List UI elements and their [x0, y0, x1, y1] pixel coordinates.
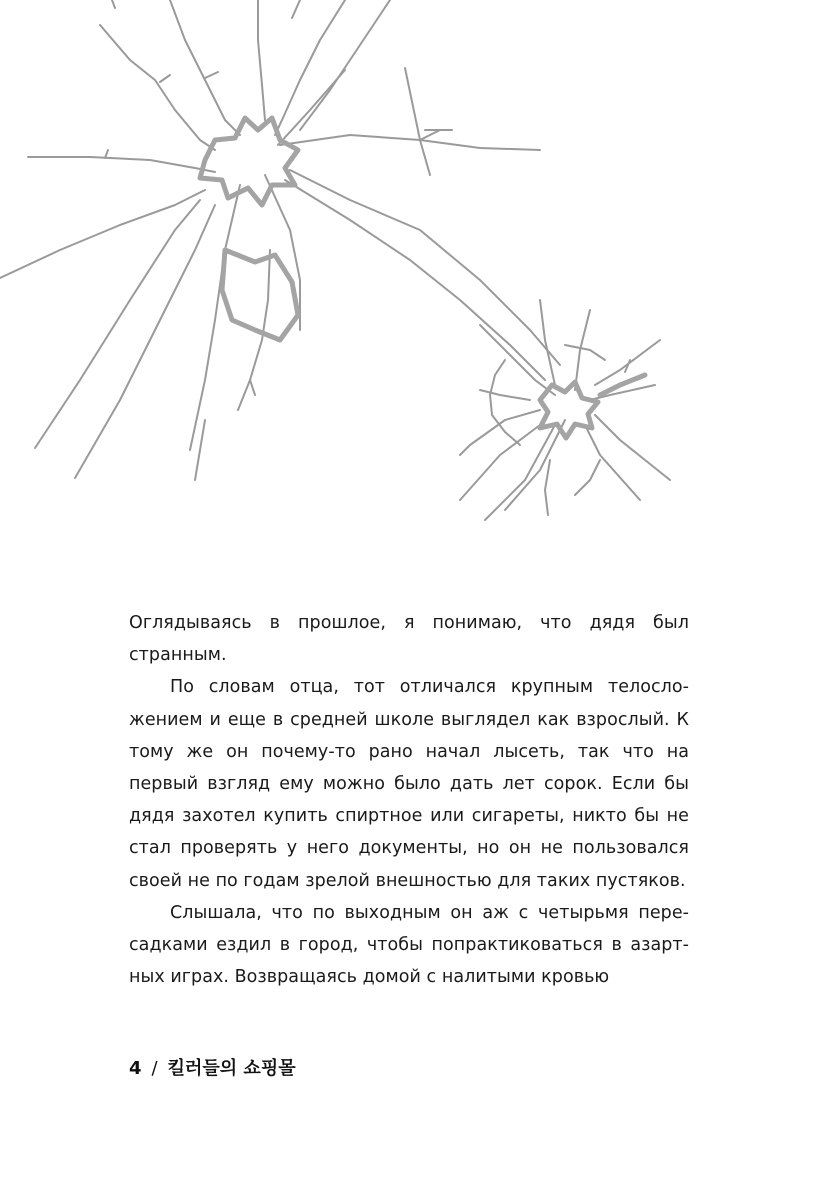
large-impact-center [200, 118, 298, 340]
paragraph: Слышала, что по выходным он аж с четырьмя пересадками ездил в город, чтобы попрактиковаться в азартных играх. Возвращаясь домой с налитыми кровью [129, 902, 689, 988]
small-impact-center [540, 375, 645, 438]
body-text [129, 607, 689, 993]
book-title: 킬러들의 쇼핑몰 [167, 1058, 296, 1079]
paragraph: Оглядываясь в прошлое, я понимаю, что дядя был странным. [129, 613, 689, 666]
small-crack-lines [460, 300, 670, 520]
footer-separator: / [151, 1058, 158, 1079]
page-number: 4 [129, 1058, 142, 1079]
paragraph: По словам отца, тот отличался крупным телосложением и еще в средней школе выглядел как взрослый. К тому же он почему-то рано начал лысеть, так что на первый взгляд ему можно было дать лет сорок. Если бы дядя захотел купить спиртное или сигареты, никто бы не стал проверять у него документы, но он не пользовался своей не по годам зрелой внешностью для таких пустяков. [129, 677, 689, 891]
large-crack-lines [0, 0, 560, 480]
shattered-glass-illustration [0, 0, 817, 560]
page-footer [129, 1057, 296, 1081]
